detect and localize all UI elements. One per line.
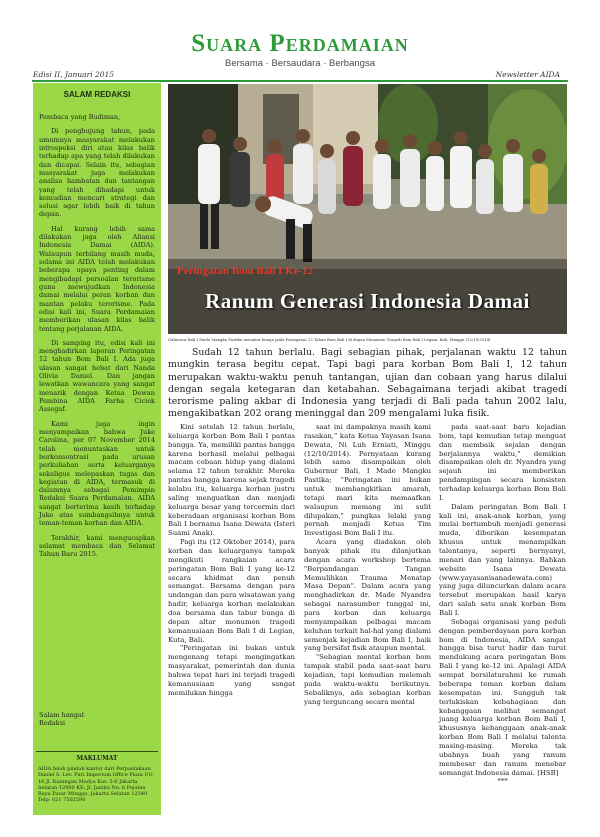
sidebar-paragraph: Hal kurang lebih sama dilakukan juga oleh Aliansi Indonesia Damai (AIDA). Walaupun terbilang masih muda, selama ini AIDA telah melakukan beberapa upaya penting dalam mengibadapi persoalan terorisme guna mewujudkan Indonesia damai melalui peran korban dan mantan pelaku terorisme. Pada edisi kali ini, Suara Perdamaian memberikan ulasan kilas balik tentang perjalanan AIDA. (39, 224, 155, 333)
sidebar-closing (39, 711, 84, 728)
body-paragraph: Sebagai organisasi yang peduli dengan pemberdayaan para korban bom di Indonesia, AIDA sangat bangga bisa turut hadir dan turut mendukung acara peringatan Bom Bali I yang ke-12 ini. Apalagi AIDA sempat bersilaturahmi ke rumah beberapa teman korban dalam kesempatan ini. Sungguh tak terlukiskan kebahagiaan dan kebanggaan melihat semangat juang keluarga korban Bom Bali I, khususnya kebanggaan anak-anak korban Bom Bali I melalui talenta masing-masing. Mereka tak ubahnya buah yang ranum membesar dan ranum menebar semangat Indonesia damai. [HSB] (439, 617, 566, 777)
article-kicker: Peringatan Bom Bali I Ke-12 (177, 265, 314, 277)
body-paragraph: saat ini dampaknya masih kami rasakan," kata Ketua Yayasan Isana Dewata, Ni Luh Erniati, Minggu (12/10/2014). Pernyataan kurang lebih sama disampaikan oleh Gubernur Bali, I Made Mangku Pastika; "Peringatan ini bukan untuk membangkitkan amarah, tetapi mari kita memaafkan walaupun memang ini sulit dilupakan," pungkas lelaki yang pernah menjadi Ketua Tim Investigasi Bom Bali I itu. (304, 423, 431, 538)
closing-line: Salam hangat (39, 711, 85, 719)
lead-paragraph: Sudah 12 tahun berlalu. Bagi sebagian pihak, perjalanan waktu 12 tahun mungkin terasa begitu cepat. Tapi bagi para korban Bom Bali I, 12 tahun merupakan waktu-waktu penuh tantangan, ujian dan cobaan yang harus dilalui dengan segala ketegaran dan ketabahan. Sebagaimana terjadi akibat tragedi terorisme paling akbar di Indonesia yang terjadi di Bali pada tahun 2002 lalu, mengakibatkan 202 orang meninggal dan 209 mengalami luka fisik. (168, 347, 567, 420)
end-mark: *** (497, 777, 508, 786)
body-paragraph: Acara yang diadakan oleh banyak pihak itu dilanjutkan dengan acara workshop bertema "Berpandangan Tangan Memulihkan Trauma Menatap Masa Depan". Dalam acara yang menghadirkan dr. Made Nyandra sebagai narasumber tunggal ini, para korban dan keluarga menyampaikan pelbagai macam keluhan terkait hal-hal yang dialami semenjak kejadian Bom Bali I, baik yang bersifat fisik ataupun mental. (304, 538, 431, 653)
maklumat-heading: MAKLUMAT (76, 755, 118, 762)
article-headline: Ranum Generasi Indonesia Damai (205, 289, 530, 313)
sidebar-paragraph: Di penghujung tahun, pada umumnya masyarakat melakukan introspeksi diri atau kilas balik terhadap apa yang telah dilakukan dan dicapai. Selain itu, sebagian masyarakat juga melakukan analisa hambatan dan tantangan yang telah dihadapi untuk kemudian mencari strategi dan solusi agar lebih baik di tahun depan. (39, 127, 155, 219)
body-paragraph: "Sebagian mental korban bom tampak stabil pada saat-saat baru kejadian, tapi kemudian melemah pada waktu-waktu berikutnya. Sebaliknya, ada sebagian korban yang terguncang secara mental (304, 653, 431, 706)
article-column-2 (304, 423, 431, 707)
masthead (0, 0, 600, 82)
sidebar-paragraph: Kami juga ingin menyampaikan bahwa Juke Carolina, per 07 November 2014 telah menuntaskan untuk berkonsentrasi pada urusan perkuliahan serta keluarganya sekaligus melepaskan tugas dan kegiatan di AIDA, termasuk di dalamnya sebagai Pemimpin Redaksi Suara Perdamaian. AIDA sangat berterima kasih terhadap Juke atas sumbangsihnya untuk teman-teman korban dan AIDA. (39, 419, 155, 528)
body-paragraph: Kini setelah 12 tahun berlalu, keluarga korban Bom Bali I pantas bangga. Ya, memiliki pantas bangga karena berhasil melalui pelbagai macam cobaan hidup yang dialami selama 12 tahun terakhir. Mereka pantas bangga karena sejak tragedi kelabu itu, keluarga korban justru saling menguatkan dan menjadi keluarga besar yang tercermin dari keberadaan organisasi korban Bom Bali I bernama Isana Dewata (Isteri Suami Anak). (168, 423, 295, 538)
maklumat-text: AIDA telah pindah kantor dari Perpustakaan Daniel S. Lev. Puri Imperium Office Plaza UG 16 Jl. Kuningan Madya Kav. 5-6 Jakarta Selatan 12980 KE: Jl. Jambu No. 6 Pejaten Raya Pasar Minggu, Jakarta Selatan 12540 Telp: 021 7502590 (38, 766, 153, 804)
masthead-rule (32, 80, 568, 82)
sidebar-paragraph: Di samping itu, edisi kali ini menghadirkan laporan Peringatan 12 tahun Bom Bali I. Ada juga ulasan sangat hebat dari Nanda Olivia Daniel. Dan jangan lewatkan wawancara yang sangat menarik dengan Ketua Dewan Pembina AIDA Farha Ciciek Assegaf. (39, 338, 155, 414)
closing-signature: Redaksi (39, 719, 66, 728)
newsletter-label: Newsletter AIDA (495, 70, 560, 79)
sidebar-greeting: Pembaca yang Budiman, (39, 113, 121, 121)
photo-caption: Gubernur Bali I Made Mangku Pastika menabur bunga pada Peringatan 12 Tahun Bom Bali I di depan Monumen Tragedi Bom Bali I Legian, Bali, Minggu (12/10/2014) (168, 337, 491, 342)
article-lead (168, 347, 567, 421)
body-paragraph: Pagi itu (12 Oktober 2014), para korban dan keluarganya tampak mengikuti rangkaian acara peringatan Bom Bali I yang ke-12 secara khidmat dan penuh semangat. Bersama dengan para undangan dan para wisatawan yang hadir, keluarga korban melakukan doa bersama dan tabur bunga di depan altar monumen tragedi kemanusiaan Bom Bali I di Legian, Kuta, Bali. (168, 538, 295, 644)
body-paragraph: pada saat-saat baru kejadian bom, tapi kemudian tetap menguat dan membaik sejalan dengan berjalannya waktu," demikian disampaikan oleh dr. Nyandra yang sejauh ini memberikan pendampingan secara konsisten terhadap keluarga korban Bom Bali I. (439, 423, 566, 502)
edition-label: Edisi II, Januari 2015 (33, 70, 115, 79)
sidebar-body (39, 113, 155, 565)
sidebar-paragraph: Terakhir, kami mengucapkan selamat membaca dan Selamat Tahun Baru 2015. (39, 533, 155, 559)
body-paragraph: Dalam peringatan Bom Bali I kali ini, anak-anak korban, yang mulai bertumbuh menjadi generasi muda, diberikan kesempatan khusus untuk menampilkan talentanya, seperti bernyanyi, menari dan yang lainnya. Bahkan website Isana Dewata (www.yayasanisanadewata.com) yang juga diluncurkan dalam acara tersebut merupakan hasil karya dari salah satu anak korban Bom Bali I. (439, 502, 566, 618)
editorial-sidebar (33, 83, 161, 815)
article-column-3 (439, 423, 566, 786)
sidebar-heading: SALAM REDAKSI (63, 90, 131, 99)
body-paragraph: "Peringatan ini bukan untuk mengenang tetapi mengingatkan masyarakat, pemerintah dan dunia bahwa tepat hari ini terjadi tragedi kemanusiaan yang sangat memilukan hingga (168, 644, 295, 697)
newsletter-tagline: Bersama · Bersaudara · Berbangsa (225, 58, 375, 69)
newsletter-title: Suara Perdamaian (191, 30, 409, 57)
sidebar-divider (36, 751, 158, 752)
article-column-1 (168, 423, 295, 698)
